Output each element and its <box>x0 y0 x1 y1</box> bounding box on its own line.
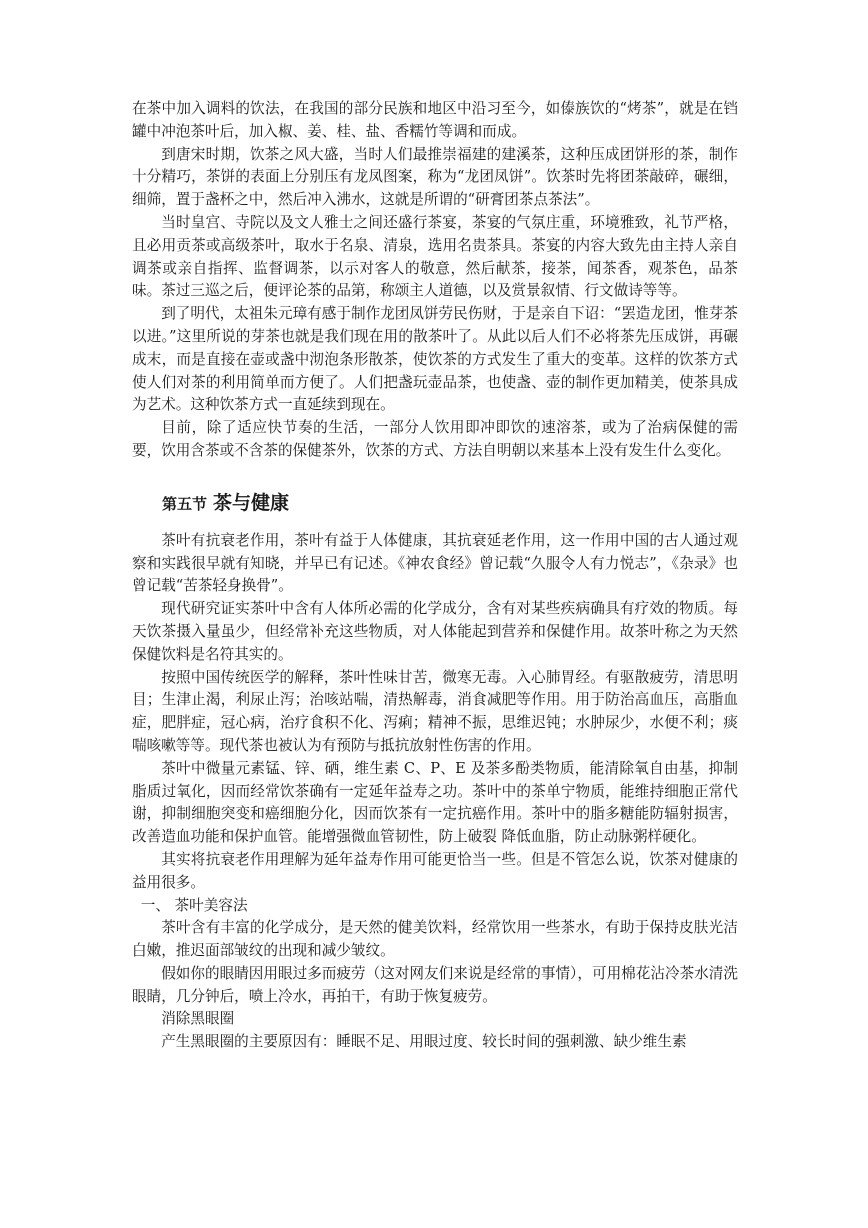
paragraph: 茶叶含有丰富的化学成分，是天然的健美饮料，经常饮用一些茶水，有助于保持皮肤光洁白嫩，推迟面部皱纹的出现和减少皱纹。 <box>132 919 738 960</box>
paragraph: 按照中国传统医学的解释，茶叶性味甘苦，微寒无毒。入心肺胃经。有驱散疲劳，清思明目；生津止渴，利尿止泻；治咳站喘，清热解毒，消食减肥等作用。用于防治高血压，高脂血症，肥胖症，冠心病，治疗食积不化、泻痢；精神不振，思维迟钝；水肿尿少，水便不利；痰喘咳嗽等等。现代茶也被认为有预防与抵抗放射性伤害的作用。 <box>132 668 738 754</box>
paragraph: 现代研究证实茶叶中含有人体所必需的化学成分，含有对某些疾病确具有疗效的物质。每天饮茶摄入量虽少，但经常补充这些物质，对人体能起到营养和保健作用。故茶叶称之为天然保健饮料是名符其实的。 <box>132 600 738 663</box>
subheading-beauty: 一、 茶叶美容法 <box>140 896 248 914</box>
paragraph: 假如你的眼睛因用眼过多而疲劳（这对网友们来说是经常的事情），可用棉花沾冷茶水清洗眼睛，几分钟后，喷上冷水，再拍干，有助于恢复疲劳。 <box>132 964 738 1005</box>
paragraph: 其实将抗衰老作用理解为延年益寿作用可能更恰当一些。但是不管怎么说，饮茶对健康的益用很多。 <box>132 850 738 891</box>
paragraph: 到唐宋时期，饮茶之风大盛，当时人们最推崇福建的建溪茶，这种压成团饼形的茶，制作十分精巧，茶饼的表面上分别压有龙凤图案，称为“龙团凤饼”。饮茶时先将团茶敲碎，碾细，细筛，置于盏杯之中，然后冲入沸水，这就是所谓的“研膏团茶点茶法”。 <box>132 145 738 209</box>
subheading-dark-circles: 消除黑眼圈 <box>161 1010 235 1028</box>
paragraph: 目前，除了适应快节奏的生活，一部分人饮用即冲即饮的速溶茶，或为了治病保健的需要，饮用含茶或不含茶的保健茶外，饮茶的方式、方法自明朝以来基本上没有发生什么变化。 <box>132 419 738 459</box>
paragraph: 茶叶有抗衰老作用，茶叶有益于人体健康，其抗衰延老作用，这一作用中国的古人通过观察和实践很早就有知晓，并早已有记述。《神农食经》曾记载“久服令人有力悦志”，《杂录》也曾记载“苦茶轻身换骨”。 <box>132 531 738 595</box>
section-title: 茶与健康 <box>213 491 290 514</box>
section-number: 第五节 <box>162 494 208 513</box>
paragraph: 产生黑眼圈的主要原因有：睡眠不足、用眼过度、较长时间的强刺激、缺少维生素 <box>161 1033 687 1051</box>
paragraph: 茶叶中微量元素锰、锌、硒，维生素 C、P、E 及茶多酚类物质，能清除氧自由基，抑制脂质过氧化，因而经常饮茶确有一定延年益寿之功。茶叶中的茶单宁物质，能维持细胞正常代谢，抑制细胞突变和癌细胞分化，因而饮茶有一定抗癌作用。茶叶中的脂多糖能防辐射损害，改善造血功能和保护血管。能增强微血管韧性，防上破裂 降低血脂，防止动脉粥样硬化。 <box>132 759 738 846</box>
paragraph: 在茶中加入调料的饮法，在我国的部分民族和地区中沿习至今，如傣族饮的“烤茶”，就是在铛罐中冲泡茶叶后，加入椒、姜、桂、盐、香糯竹等调和而成。 <box>132 100 738 140</box>
paragraph: 到了明代，太祖朱元璋有感于制作龙团凤饼劳民伤财，于是亲自下诏：“罢造龙团，惟芽茶以进。”这里所说的芽茶也就是我们现在用的散茶叶了。从此以后人们不必将茶先压成饼，再碾成末，而是直接在壶或盏中沏泡条形散茶，使饮茶的方式发生了重大的变革。这样的饮茶方式使人们对茶的利用简单而方便了。人们把盏玩壶品茶，也使盏、壶的制作更加精美，使茶具成为艺术。这种饮茶方式一直延续到现在。 <box>132 305 738 414</box>
document-page <box>132 98 738 1054</box>
paragraph: 当时皇宫、寺院以及文人雅士之间还盛行茶宴，茶宴的气氛庄重，环境雅致，礼节严格，且必用贡茶或高级茶叶，取水于名泉、清泉，选用名贵茶具。茶宴的内容大致先由主持人亲自调茶或亲自指挥、监督调茶，以示对客人的敬意，然后献茶，接茶，闻茶香，观茶色，品茶味。茶过三巡之后，便评论茶的品第，称颂主人道德，以及赏景叙情、行文做诗等等。 <box>132 213 738 300</box>
section-heading <box>162 491 738 516</box>
